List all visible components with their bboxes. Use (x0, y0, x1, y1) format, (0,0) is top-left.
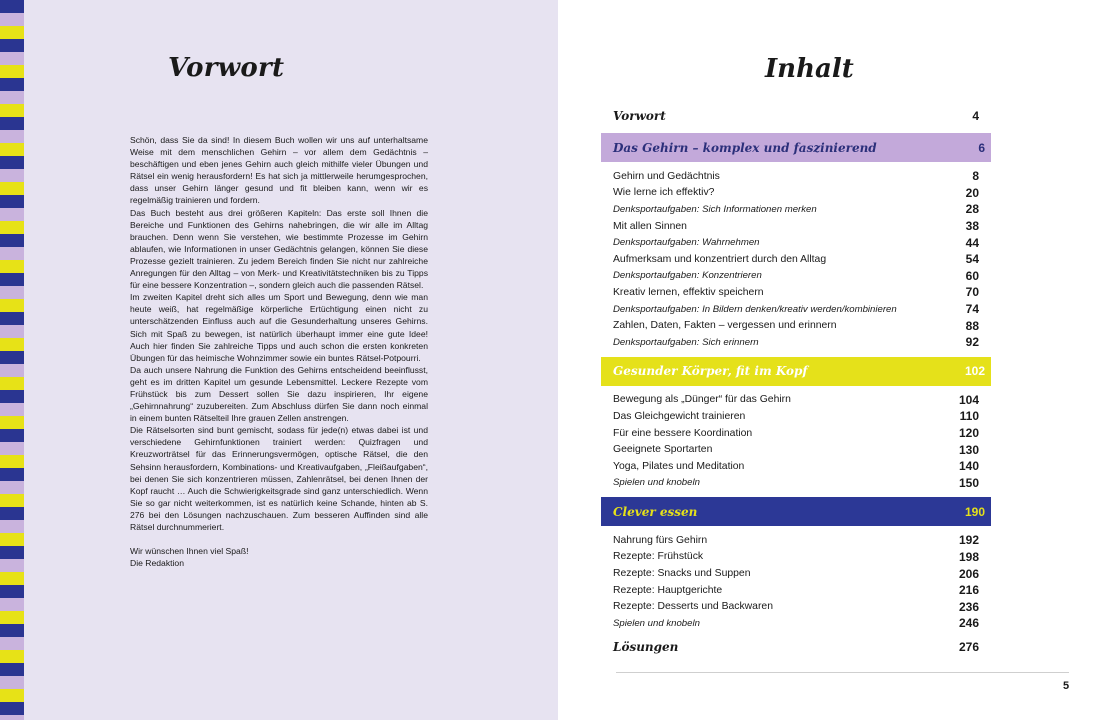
toc-entry-page: 130 (958, 442, 979, 457)
chapter-title: Clever essen (613, 504, 698, 519)
chapter-title: Gesunder Körper, fit im Kopf (613, 364, 808, 379)
toc-entry-page: 236 (958, 599, 979, 614)
toc-entry-title: Nahrung fürs Gehirn (613, 534, 708, 546)
toc-entry-page: 140 (958, 459, 979, 474)
toc-entry[interactable] (601, 615, 991, 632)
toc-entry-title: Zahlen, Daten, Fakten – vergessen und erinnern (613, 320, 837, 332)
chapter-page: 102 (964, 364, 985, 379)
right-page (558, 0, 1117, 720)
toc-entry[interactable] (601, 441, 991, 458)
toc-chapter-2[interactable] (601, 357, 991, 386)
toc-entry-page: 192 (958, 533, 979, 548)
toc-entry-page: 150 (958, 475, 979, 490)
toc-entry-page: 20 (965, 185, 979, 200)
toc-entry-title: Rezepte: Snacks und Suppen (613, 568, 751, 580)
foreword-paragraph: Schön, dass Sie da sind! In diesem Buch wollen wir uns auf unterhaltsame Weise mit dem menschlichen Gehirn – vor allem dem Gedächtnis – beschäftigen und eben jenes Gehirn auch gleich mithilfe vieler Übungen und Rätsel ein wenig herausfordern! Es hat sich ja mittlerweile herumgesprochen, dass unser Gehirn länger gesund und fit bleiben kann, wenn wir es regelmäßig trainieren und fordern. (130, 135, 428, 206)
toc-entry[interactable] (601, 408, 991, 425)
toc-chapter-1[interactable] (601, 133, 991, 162)
toc-entry[interactable] (601, 392, 991, 409)
chapter-page: 6 (978, 140, 985, 155)
toc-entry-page: 4 (972, 109, 979, 123)
table-of-contents (601, 105, 991, 658)
toc-entry[interactable] (601, 458, 991, 475)
page-number: 5 (1063, 680, 1070, 692)
toc-entry-title: Yoga, Pilates und Meditation (613, 460, 745, 472)
foreword-paragraph: Das Buch besteht aus drei größeren Kapiteln: Das erste soll Ihnen die Bereiche und Funktionen des Gehirns nahebringen, die wir alle im Alltag brauchen. Denn wenn Sie verstehen, wie bestimmte Prozesse im Gehirn ablaufen, wie Informationen in unser Gedächtnis gelangen, können Sie diese Prozesse gezielt trainieren. Zu jedem Bereich finden Sie nicht nur zahlreiche Anregungen für den Alltag – von Merk- und Kreativitätstechniken bis zu Tipps für eine bessere Konzentration –, sondern gleich auch die passenden Rätsel. (130, 207, 428, 291)
toc-entry-page: 104 (958, 392, 979, 407)
foreword-paragraph: Da auch unsere Nahrung die Funktion des Gehirns entscheidend beeinflusst, geht es im dritten Kapitel um gesunde Lebensmittel. Leckere Rezepte vom Frühstück bis zum Dessert sollen Sie dazu inspirieren, Ihr eigene „Gehirnnahrung“ zuzubereiten. Zum Abschluss dürfen Sie dann noch einmal in einem bunten Rätselteil Ihre grauen Zellen anstrengen. (130, 364, 428, 424)
toc-entry-title: Für eine bessere Koordination (613, 427, 753, 439)
toc-entry-page: 110 (959, 409, 979, 424)
foreword-paragraph: Die Rätselsorten sind bunt gemischt, sodass für jede(n) etwas dabei ist und verschiedene Gehirnfunktionen trainiert werden: Quizfragen und Kreuzworträtsel für das Erinnerungsvermögen, optische Rätsel, die den Sehsinn herausfordern, Kombinations- und Kreativaufgaben, „Fleißaufgaben“, bei denen Sie sich konzentrieren müssen, Zahlenrätsel, bei denen Ihnen der Kopf raucht … Auch die Schwierigkeitsgrade sind ganz unterschiedlich. Wenn Sie so gar nicht weiterkommen, ist es natürlich keine Schande, hinten ab S. 276 bei den Lösungen nachzuschauen. Zum besseren Auffinden sind alle Rätsel durchnummeriert. (130, 425, 428, 532)
toc-entry-page: 92 (965, 335, 979, 350)
toc-entry-page: 246 (958, 616, 979, 631)
toc-entry-title: Wie lerne ich effektiv? (613, 187, 715, 199)
toc-entry-page: 74 (965, 302, 979, 317)
toc-entry-title: Rezepte: Hauptgerichte (613, 584, 723, 596)
toc-entry-page: 28 (965, 202, 979, 217)
left-page (0, 0, 558, 720)
toc-entry[interactable] (601, 582, 991, 599)
toc-entry-title: Vorwort (613, 109, 666, 123)
decorative-stripe (0, 0, 24, 720)
toc-entry-title: Aufmerksam und konzentriert durch den Alltag (613, 253, 827, 265)
footer-rule (616, 672, 1069, 673)
toc-entry[interactable] (601, 549, 991, 566)
toc-entry-page: 206 (958, 566, 979, 581)
toc-entry[interactable] (601, 565, 991, 582)
toc-entry[interactable] (601, 251, 991, 268)
page-title-vorwort: Vorwort (168, 53, 285, 83)
toc-entry-title: Mit allen Sinnen (613, 220, 687, 232)
toc-entry-title: Das Gleichgewicht trainieren (613, 410, 746, 422)
toc-entry-title: Lösungen (613, 639, 679, 654)
toc-entry[interactable] (601, 284, 991, 301)
toc-entry-loesungen[interactable] (601, 636, 991, 658)
foreword-paragraph: Im zweiten Kapitel dreht sich alles um Sport und Bewegung, denn wie man heute weiß, hat regelmäßige körperliche Ertüchtigung einen nicht zu unterschätzenden Einfluss auch auf die Gesunderhaltung unseres Gehirns. Sich mit Spaß zu bewegen, ist natürlich überhaupt immer eine gute Idee! Auch hier finden Sie zahlreiche Tipps und auch schon die ersten konkreten Übungen für das heimische Wohnzimmer sowie ein buntes Rätsel-Potpourri. (130, 292, 428, 363)
foreword-body (130, 134, 428, 569)
toc-entry-page: 276 (958, 639, 979, 654)
toc-entry[interactable] (601, 201, 991, 218)
toc-entry[interactable] (601, 532, 991, 549)
toc-entry-title: Rezepte: Desserts und Backwaren (613, 601, 773, 613)
toc-entry[interactable] (601, 268, 991, 285)
toc-entry[interactable] (601, 301, 991, 318)
toc-entry-page: 88 (965, 318, 979, 333)
toc-entry-title: Geeignete Sportarten (613, 444, 713, 456)
toc-entry[interactable] (601, 425, 991, 442)
toc-entry-page: 44 (965, 235, 979, 250)
toc-entry-title: Denksportaufgaben: Wahrnehmen (613, 237, 760, 249)
toc-entry-title: Denksportaufgaben: Konzentrieren (613, 270, 762, 282)
toc-entry-page: 70 (965, 285, 979, 300)
toc-entry[interactable] (601, 334, 991, 351)
toc-entry[interactable] (601, 475, 991, 492)
page-title-inhalt: Inhalt (765, 54, 854, 84)
foreword-signature: Die Redaktion (130, 558, 184, 569)
foreword-closing: Wir wünschen Ihnen viel Spaß! (130, 546, 249, 557)
toc-entry-page: 198 (958, 549, 979, 564)
toc-entry-title: Rezepte: Frühstück (613, 551, 704, 563)
toc-entry-title: Denksportaufgaben: In Bildern denken/kreativ werden/kombinieren (613, 303, 897, 315)
toc-chapter-3[interactable] (601, 497, 991, 526)
toc-entry[interactable] (601, 317, 991, 334)
toc-entry-title: Kreativ lernen, effektiv speichern (613, 286, 764, 298)
chapter-page: 190 (964, 504, 985, 519)
toc-entry-vorwort[interactable] (601, 105, 991, 127)
toc-entry-title: Denksportaufgaben: Sich Informationen merken (613, 203, 817, 215)
toc-entry-title: Spielen und knobeln (613, 617, 700, 629)
toc-entry-title: Denksportaufgaben: Sich erinnern (613, 336, 759, 348)
toc-entry-page: 60 (965, 268, 979, 283)
toc-entry-title: Bewegung als „Dünger“ für das Gehirn (613, 394, 791, 406)
toc-entry[interactable] (601, 185, 991, 202)
toc-entry[interactable] (601, 598, 991, 615)
toc-entry-page: 216 (958, 583, 979, 598)
toc-entry-page: 8 (972, 169, 979, 184)
toc-entry-page: 38 (965, 219, 979, 234)
toc-entry[interactable] (601, 168, 991, 185)
chapter-title: Das Gehirn – komplex und faszinierend (613, 140, 877, 155)
toc-entry-page: 120 (958, 426, 979, 441)
toc-entry-title: Gehirn und Gedächtnis (613, 170, 720, 182)
toc-entry-page: 54 (965, 252, 979, 267)
toc-entry[interactable] (601, 234, 991, 251)
toc-entry[interactable] (601, 218, 991, 235)
toc-entry-title: Spielen und knobeln (613, 477, 700, 489)
